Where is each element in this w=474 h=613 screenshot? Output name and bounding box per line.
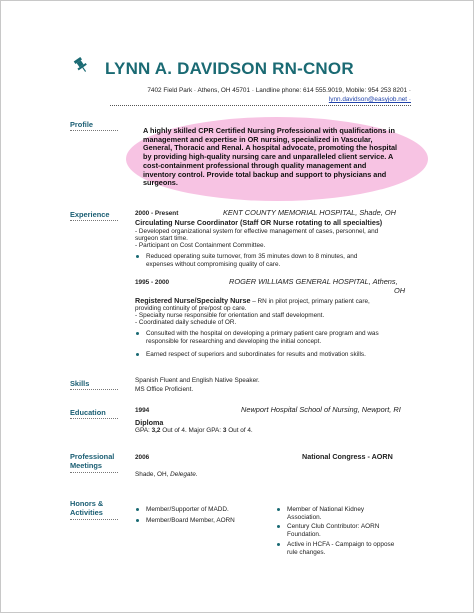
job-achievement: Reduced operating suite turnover, from 35 minutes down to 8 minutes, and: [146, 253, 358, 260]
job-achievement: Earned respect of superiors and subordinates for results and motivation skills.: [146, 351, 366, 358]
honor-item: Active in HCFA - Campaign to oppose: [287, 541, 395, 548]
honors-label: [70, 499, 103, 517]
email-link[interactable]: lynn.davidson@easyjob.net ·: [328, 96, 411, 103]
contact-line: 7402 Field Park · Athens, OH 45701 · Landline phone: 614 555.9019, Mobile: 954 253 8201 ·: [147, 87, 411, 94]
job-duty: - Developed organizational system for effective management of cases, personnel, and: [135, 228, 379, 235]
section-divider: [70, 389, 118, 390]
honor-item: Association.: [287, 514, 322, 521]
profile-line: management and expertise in OR nursing, specialized in Vascular,: [143, 134, 373, 144]
bullet-icon: [277, 543, 280, 546]
meetings-label-line: Meetings: [70, 461, 103, 470]
skill-item: MS Office Proficient.: [135, 386, 194, 393]
job-achievement: responsible for researching and developing the initial concept.: [146, 338, 322, 345]
gpa-value: 3,2: [151, 427, 161, 434]
bullet-icon: [136, 508, 139, 511]
job-duty: providing continuity of pre/post op care.: [135, 305, 247, 312]
job-employer: KENT COUNTY MEMORIAL HOSPITAL, Shade, OH: [223, 208, 396, 217]
section-divider: [70, 220, 118, 221]
profile-line: inventory control. Provide total backup and support to physicians and: [143, 169, 387, 179]
job-employer-state: OH: [394, 286, 406, 295]
meetings-label: [70, 452, 114, 470]
job-achievement: Consulted with the hospital on developing a primary patient care program and was: [146, 330, 379, 337]
honor-item: Member/Supporter of MADD.: [146, 506, 229, 513]
experience-label: Experience: [70, 210, 110, 219]
job-duty: - Coordinated daily schedule of OR.: [135, 319, 237, 326]
profile-line: cost-containment professional through quality management and: [143, 160, 367, 170]
bullet-icon: [136, 255, 139, 258]
header-divider: [110, 105, 411, 106]
job-title: Registered Nurse/Specialty Nurse: [135, 296, 251, 305]
section-divider: [70, 519, 118, 520]
profile-line: by providing high-quality nursing care and unparalleled client service. A: [143, 152, 394, 162]
honors-label-line: Activities: [70, 508, 103, 517]
job-dates: 2000 - Present: [135, 210, 179, 217]
bullet-icon: [136, 353, 139, 356]
profile-summary: [143, 127, 411, 188]
profile-line: General, Thoracic and Renal. A hospital advocate, promoting the hospital: [143, 143, 398, 153]
bullet-icon: [277, 508, 280, 511]
candidate-name: LYNN A. DAVIDSON RN-CNOR: [105, 59, 354, 78]
honors-label-line: Honors &: [70, 499, 104, 508]
gpa-label: GPA:: [135, 427, 152, 434]
section-divider: [70, 472, 118, 473]
profile-label: Profile: [70, 120, 93, 129]
bullet-icon: [136, 519, 139, 522]
job-title-note: – RN in pilot project, primary patient care,: [250, 298, 370, 305]
job-title: Circulating Nurse Coordinator (Staff OR Nurse rotating to all specialties): [135, 218, 383, 227]
honor-item: Century Club Contributor: AORN: [287, 523, 380, 530]
meeting-role: Delegate.: [170, 471, 198, 478]
meeting-event: National Congress - AORN: [302, 452, 393, 461]
section-divider: [70, 130, 118, 131]
education-label: Education: [70, 408, 106, 417]
job-employer: ROGER WILLIAMS GENERAL HOSPITAL, Athens,: [229, 277, 398, 286]
job-achievement: expenses without compromising quality of care.: [146, 261, 281, 268]
major-gpa-value: 3: [222, 427, 227, 434]
education-degree: Diploma: [135, 418, 164, 427]
education-year: 1994: [135, 407, 150, 414]
education-gpa: [135, 427, 253, 435]
skill-item: Spanish Fluent and English Native Speaker.: [135, 377, 260, 384]
honor-item: Member/Board Member, AORN: [146, 517, 235, 524]
bullet-icon: [136, 332, 139, 335]
section-divider: [70, 418, 118, 419]
job-dates: 1995 - 2000: [135, 279, 170, 286]
profile-line: surgeons.: [143, 178, 178, 188]
gpa-end: Out of 4.: [226, 427, 253, 434]
job-duty: surgeon start time.: [135, 235, 188, 242]
honor-item: Foundation.: [287, 531, 321, 538]
meeting-year: 2006: [135, 454, 150, 461]
gpa-mid: Out of 4. Major GPA:: [160, 427, 223, 434]
pushpin-icon: [73, 57, 89, 73]
education-school: Newport Hospital School of Nursing, Newport, RI: [241, 405, 401, 414]
honor-item: rule changes.: [287, 549, 326, 556]
profile-line: A highly skilled CPR Certified Nursing Professional with qualifications in: [143, 126, 395, 135]
job-duty: - Participant on Cost Containment Committee.: [135, 242, 266, 249]
meeting-location: Shade, OH,: [135, 471, 171, 478]
job-duty: - Specialty nurse responsible for orientation and staff development.: [135, 312, 325, 319]
honor-item: Member of National Kidney: [287, 506, 365, 513]
skills-label: Skills: [70, 379, 90, 388]
meetings-label-line: Professional: [70, 452, 115, 461]
meeting-place: [135, 471, 198, 479]
bullet-icon: [277, 525, 280, 528]
